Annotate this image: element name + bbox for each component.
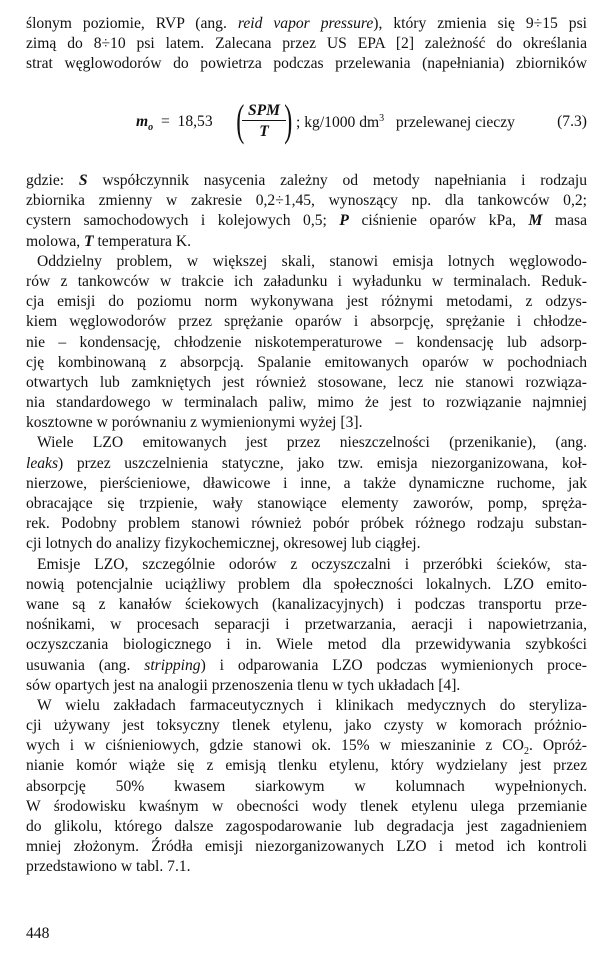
text-emphasis: leaks: [26, 454, 59, 472]
text-run: otwartych lub zamkniętych jest również stosowane, lecz nie stanowi rozwiąza-: [26, 373, 587, 391]
text-run: Emisje LZO, szczególnie odorów z oczyszczalni i przeróbki ścieków, sta-: [37, 555, 587, 573]
text-run: W środowisku kwaśnym w obecności wody tlenek etylenu ulega przemianie: [26, 797, 587, 815]
text-line: [26, 14, 587, 34]
text-emphasis: T: [84, 232, 94, 250]
text-run: molowa,: [26, 232, 85, 250]
text-run: strat węglowodorów do powietrza podczas przelewania (napełniania) zbiorników: [26, 55, 587, 73]
text-line: [26, 837, 587, 857]
equation-number: (7.3): [557, 113, 587, 130]
text-run: do glikolu, którego dalsze zagospodarowanie lub degradacja jest zagadnieniem: [26, 818, 587, 835]
equation-7-3: [26, 96, 587, 151]
text-line: [26, 595, 587, 615]
text-run: . Opróż-: [528, 737, 587, 755]
text-emphasis: stripping: [144, 656, 201, 674]
text-run: kiem węglowodorów przez sprężanie oparów i absorpcję, sprężanie i chłodze-: [26, 313, 587, 331]
text-emphasis: M: [528, 212, 543, 230]
text-run: nowią potencjalnie uciążliwy problem dla społeczności lokalnych. LZO emito-: [26, 575, 587, 593]
text-run: cję kombinowaną z absorpcją. Spalanie emitowanych oparów w pochodniach: [26, 353, 587, 371]
text-line: [26, 635, 587, 655]
text-run: rek. Podobny problem stanowi również pobór próbek różnego rodzaju substan-: [26, 515, 587, 533]
right-paren: ): [284, 96, 293, 145]
text-line: [26, 373, 587, 393]
text-line: [26, 252, 587, 272]
text-line: [26, 817, 587, 837]
text-run: cji używany jest toksyczny tlenek etylenu, jako czysty w komorach próżnio-: [26, 717, 587, 735]
text-emphasis: 2: [523, 746, 529, 758]
text-run: W wielu zakładach farmaceutycznych i klinikach medycznych do steryliza-: [37, 696, 587, 714]
text-run: nianie komór wiąże się z emisją tlenku etylenu, który wydzielany jest przez: [26, 757, 587, 775]
equation-unit: ; kg/1000 $dm^3$ przelewanej cieczy: [296, 113, 515, 132]
text-line: [26, 474, 587, 494]
text-line: [26, 615, 587, 635]
text-run: gdzie:: [26, 172, 79, 189]
text-run: ślonym poziomie, RVP (ang.: [26, 15, 238, 32]
text-line: [26, 433, 587, 453]
text-run: rów z tankowców w trakcie ich załadunku i wyładunku w terminalach. Reduk-: [26, 272, 587, 290]
text-run: absorpcję 50% kwasem siarkowym w kolumnach wypełnionych.: [26, 777, 587, 795]
text-line: [26, 696, 587, 716]
text-run: ), który zmienia się 9÷15 psi: [373, 15, 587, 32]
text-run: Wiele LZO emitowanych jest przez nieszczelności (przenikanie), (ang.: [37, 434, 587, 452]
text-run: temperatura K.: [93, 232, 191, 250]
text-line: [26, 34, 587, 54]
text-run: sów opartych jest na analogii przenoszenia tlenu w tych układach [4].: [26, 676, 461, 694]
text-run: obracające się trzpienie, wały stanowiące elementy zaworów, pomp, spręża-: [26, 495, 587, 512]
text-line: [26, 534, 587, 554]
text-run: cystern samochodowych i kolejowych 0,5;: [26, 212, 340, 230]
text-run: mniej złożonym. Źródła emisji niezorganizowanych LZO i metod ich kontroli: [26, 838, 587, 856]
text-run: wych i w ciśnieniowych, gdzie stanowi ok. 15% w mieszaninie z CO: [26, 737, 524, 755]
text-line: [26, 797, 587, 817]
text-run: nierzowe, pierścieniowe, dławicowe i inne, a także dynamiczne ruchome, jak: [26, 474, 587, 492]
text-run: masa: [542, 212, 587, 230]
text-run: ) i odparowania LZO podczas wymienionych proce-: [200, 656, 587, 674]
body-text: [26, 171, 587, 878]
text-run: zbiornika zmienny w zakresie 0,2÷1,45, wynoszący np. dla tankowców 0,2;: [26, 192, 587, 210]
text-line: [26, 716, 587, 736]
text-line: [26, 454, 587, 474]
text-line: [26, 413, 587, 433]
text-run: cja emisji do poziomu norm wykonywana jest różnymi metodami, z odzys-: [26, 293, 587, 311]
text-line: [26, 54, 587, 74]
text-run: zimą do 8÷10 psi latem. Zalecana przez US EPA [2] zależność do określania: [26, 35, 587, 53]
text-run: ciśnienie oparów kPa,: [348, 212, 529, 230]
text-emphasis: reid vapor pressure: [237, 15, 374, 32]
intro-text: [26, 14, 587, 75]
text-emphasis: S: [78, 172, 88, 189]
text-run: cji lotnych do analizy fizykochemicznej, okresowej lub ciągłej.: [26, 535, 421, 553]
denominator: T: [259, 123, 269, 140]
text-line: [26, 736, 587, 756]
fraction: [242, 101, 286, 143]
text-line: [26, 333, 587, 353]
text-line: [26, 312, 587, 332]
text-line: [26, 292, 587, 312]
text-run: współczynnik nasycenia zależny od metody napełniania i rodzaju: [87, 172, 587, 189]
text-line: [26, 494, 587, 514]
text-line: [26, 555, 587, 575]
text-run: ) przez uszczelnienia statyczne, jako tzw. emisja niezorganizowana, koł-: [58, 454, 587, 472]
text-run: kosztowne w porównaniu z wymienionymi wyżej [3].: [26, 414, 363, 432]
page-number: 448: [26, 925, 50, 942]
text-run: nie – kondensację, chłodzenie niskotemperaturowe – kondensację lub adsorp-: [26, 333, 587, 351]
text-run: przedstawiono w tabl. 7.1.: [26, 858, 191, 876]
equation-lhs: $m_o = 18,53$: [136, 113, 213, 134]
text-line: [26, 171, 587, 191]
text-line: [26, 191, 587, 211]
text-run: Oddzielny problem, w większej skali, stanowi emisja lotnych węglowodo-: [37, 252, 587, 270]
text-line: [26, 232, 587, 252]
text-line: [26, 777, 587, 797]
text-line: [26, 393, 587, 413]
text-run: usuwania (ang.: [26, 656, 145, 674]
text-emphasis: P: [339, 212, 349, 230]
text-line: [26, 676, 587, 696]
left-paren: (: [236, 96, 245, 145]
text-run: wane są z kanałów ściekowych (kanalizacyjnych) i podczas transportu prze-: [26, 595, 587, 613]
text-run: oczyszczania biologicznego i in. Wiele metod dla przewidywania szybkości: [26, 636, 587, 654]
text-line: [26, 353, 587, 373]
text-line: [26, 756, 587, 776]
text-line: [26, 272, 587, 292]
text-run: nośnikami, w procesach separacji i przetwarzania, aeracji i napowietrzania,: [26, 616, 587, 634]
text-line: [26, 656, 587, 676]
text-line: [26, 857, 587, 877]
text-line: [26, 211, 587, 231]
text-line: [26, 575, 587, 595]
text-line: [26, 514, 587, 534]
text-run: nia standardowego w terminalach paliw, mimo że jest to rozwiązanie najmniej: [26, 394, 587, 412]
numerator: SPM: [242, 101, 286, 121]
